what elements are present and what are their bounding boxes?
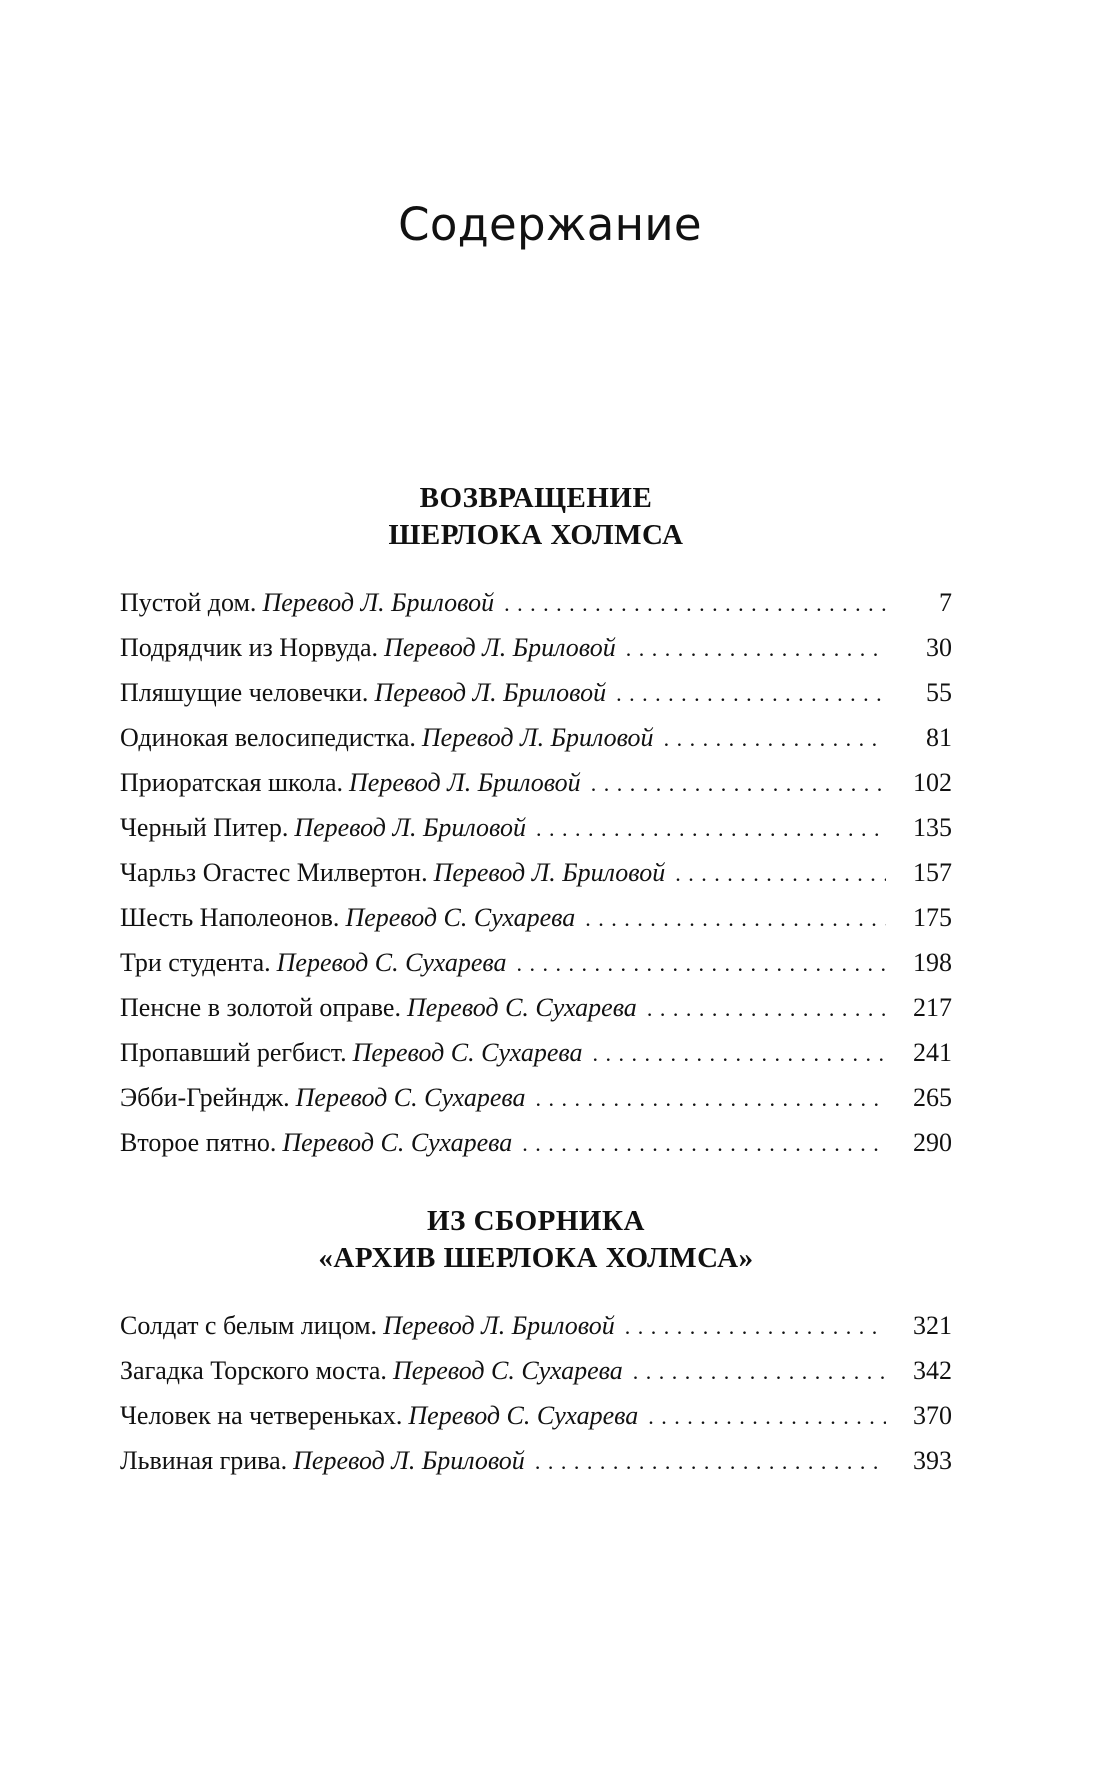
entry-translator: Перевод Л. Бриловой	[349, 768, 581, 797]
dot-leader	[536, 816, 886, 842]
entry-title: Пенсне в золотой оправе.	[120, 993, 401, 1022]
entry-title: Чарльз Огастес Милвертон.	[120, 858, 428, 887]
section-heading	[120, 1203, 952, 1277]
page-number: 81	[926, 723, 952, 752]
entry-translator: Перевод С. Сухарева	[392, 1356, 623, 1385]
entry-title: Подрядчик из Норвуда.	[120, 633, 379, 662]
page-number: 290	[913, 1128, 952, 1157]
dot-leader	[648, 1404, 886, 1430]
dot-leader	[625, 1314, 886, 1340]
page-number: 393	[913, 1446, 952, 1475]
dot-leader	[664, 726, 886, 752]
page-number: 241	[913, 1038, 952, 1067]
dot-leader	[593, 1041, 887, 1067]
dot-leader	[616, 681, 886, 707]
entry-translator: Перевод С. Сухарева	[408, 1401, 639, 1430]
toc-entry[interactable]	[120, 633, 952, 678]
entry-title: Львиная грива.	[120, 1446, 288, 1475]
dot-leader	[675, 861, 886, 887]
dot-leader	[536, 1086, 887, 1112]
toc-entry[interactable]	[120, 858, 952, 903]
entry-translator: Перевод Л. Бриловой	[433, 858, 666, 887]
toc-list	[120, 1311, 952, 1491]
entry-translator: Перевод Л. Бриловой	[293, 1446, 525, 1475]
entry-title: Пропавший регбист.	[120, 1038, 347, 1067]
toc-entry[interactable]	[120, 1356, 952, 1401]
entry-translator: Перевод Л. Бриловой	[383, 1311, 615, 1340]
page-number: 370	[913, 1401, 952, 1430]
entry-title: Эбби-Грейндж.	[120, 1083, 290, 1112]
page-number: 265	[913, 1083, 952, 1112]
toc-entry[interactable]	[120, 1446, 952, 1491]
entry-title: Шесть Наполеонов.	[120, 903, 340, 932]
entry-translator: Перевод Л. Бриловой	[384, 633, 616, 662]
toc-entry[interactable]	[120, 1083, 952, 1128]
section-heading-line2: «АРХИВ ШЕРЛОКА ХОЛМСА»	[318, 1242, 754, 1274]
toc-entry[interactable]	[120, 903, 952, 948]
entry-title: Три студента.	[120, 948, 271, 977]
toc-entry[interactable]	[120, 1128, 952, 1173]
page-number: 217	[913, 993, 952, 1022]
entry-title: Черный Питер.	[120, 813, 289, 842]
entry-title: Загадка Торского моста.	[120, 1356, 387, 1385]
page-number: 198	[913, 948, 952, 977]
dot-leader	[591, 771, 886, 797]
entry-title: Человек на четвереньках.	[120, 1401, 403, 1430]
toc-section-archive	[120, 1203, 952, 1491]
toc-entry[interactable]	[120, 948, 952, 993]
toc-entry[interactable]	[120, 1311, 952, 1356]
entry-translator: Перевод Л. Бриловой	[374, 678, 607, 707]
toc-section-return	[120, 480, 952, 1173]
entry-title: Пляшущие человечки.	[120, 678, 369, 707]
dot-leader	[626, 636, 886, 662]
toc-entry[interactable]	[120, 588, 952, 633]
page-number: 321	[913, 1311, 952, 1340]
dot-leader	[585, 906, 886, 932]
toc-entry[interactable]	[120, 813, 952, 858]
entry-title: Солдат с белым лицом.	[120, 1311, 378, 1340]
section-heading-line1: ВОЗВРАЩЕНИЕ	[419, 482, 653, 514]
toc-entry[interactable]	[120, 768, 952, 813]
entry-translator: Перевод С. Сухарева	[406, 993, 637, 1022]
dot-leader	[504, 591, 886, 617]
section-heading	[120, 480, 952, 554]
page-number: 30	[926, 633, 952, 662]
page-number: 55	[926, 678, 952, 707]
entry-translator: Перевод С. Сухарева	[352, 1038, 583, 1067]
entry-title: Одинокая велосипедистка.	[120, 723, 416, 752]
page-number: 7	[939, 588, 952, 617]
dot-leader	[535, 1449, 886, 1475]
toc-entry[interactable]	[120, 723, 952, 768]
toc-entry[interactable]	[120, 1038, 952, 1083]
entry-translator: Перевод С. Сухарева	[282, 1128, 513, 1157]
toc-list	[120, 588, 952, 1173]
dot-leader	[522, 1131, 886, 1157]
page-number: 135	[913, 813, 952, 842]
entry-translator: Перевод Л. Бриловой	[421, 723, 654, 752]
entry-translator: Перевод С. Сухарева	[295, 1083, 526, 1112]
entry-translator: Перевод Л. Бриловой	[294, 813, 526, 842]
entry-title: Пустой дом.	[120, 588, 257, 617]
page-number: 157	[913, 858, 952, 887]
entry-title: Приоратская школа.	[120, 768, 344, 797]
section-heading-line1: ИЗ СБОРНИКА	[427, 1205, 645, 1237]
page-number: 102	[913, 768, 952, 797]
entry-translator: Перевод Л. Бриловой	[262, 588, 495, 617]
page-title: Содержание	[398, 198, 702, 251]
page-number: 342	[913, 1356, 952, 1385]
page-number: 175	[913, 903, 952, 932]
dot-leader	[633, 1359, 886, 1385]
dot-leader	[516, 951, 886, 977]
entry-title: Второе пятно.	[120, 1128, 277, 1157]
toc-entry[interactable]	[120, 993, 952, 1038]
toc-entry[interactable]	[120, 1401, 952, 1446]
dot-leader	[647, 996, 886, 1022]
toc-entry[interactable]	[120, 678, 952, 723]
entry-translator: Перевод С. Сухарева	[345, 903, 576, 932]
section-heading-line2: ШЕРЛОКА ХОЛМСА	[388, 519, 684, 551]
entry-translator: Перевод С. Сухарева	[276, 948, 507, 977]
